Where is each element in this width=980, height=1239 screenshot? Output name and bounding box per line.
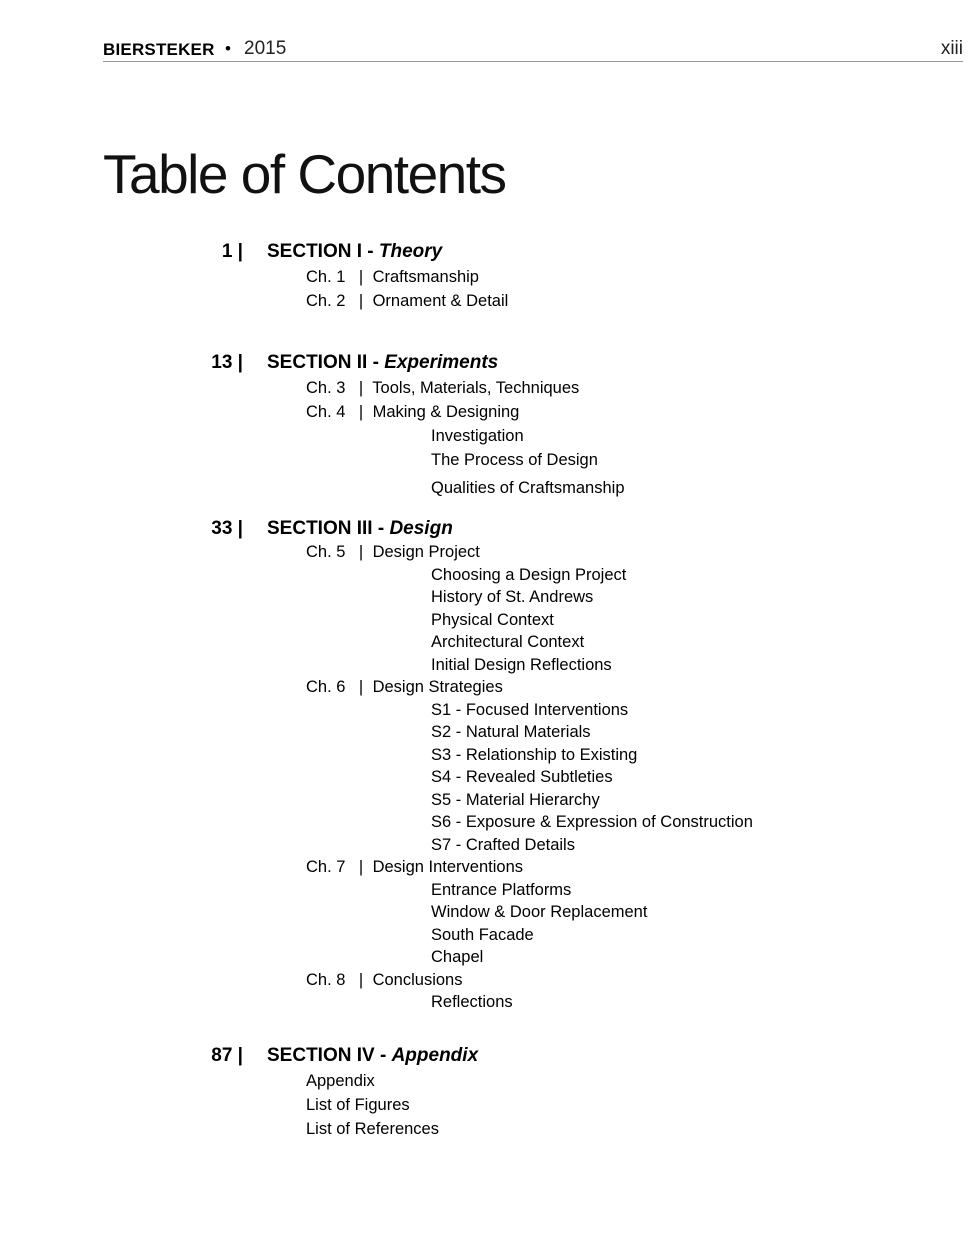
section-name: SECTION IV - [267,1045,392,1066]
chapter-entry [306,292,508,311]
subsection-entry: Architectural Context [431,633,585,651]
chapter-separator: | [358,268,364,286]
subsection-entry: S5 - Material Hierarchy [431,791,600,809]
subsection-entry: History of St. Andrews [431,588,594,606]
subsection-entry: Window & Door Replacement [431,903,648,921]
chapter-label: Ch. 5 [306,543,346,561]
appendix-entry: Appendix [306,1072,375,1090]
section-name: SECTION III - [267,518,390,539]
subsection-entry: Qualities of Craftsmanship [431,479,625,497]
chapter-label: Ch. 4 [306,403,346,421]
section-name: SECTION II - [267,352,385,373]
chapter-entry [306,379,579,398]
section-subtitle: Appendix [391,1045,479,1066]
subsection-entry: S6 - Exposure & Expression of Construction [431,813,753,831]
section-subtitle: Experiments [384,352,499,373]
chapter-entry [306,678,503,697]
chapter-separator: | [358,971,364,989]
header-year: 2015 [244,38,287,59]
subsection-entry: Chapel [431,948,484,966]
section-subtitle: Theory [378,241,443,262]
subsection-entry: S7 - Crafted Details [431,836,575,854]
section-page-number: 13 | [211,352,243,373]
chapter-title: Making & Designing [372,403,520,421]
page-title: Table of Contents [103,143,506,205]
chapter-entry [306,268,479,287]
subsection-entry: S4 - Revealed Subtleties [431,768,613,786]
chapter-title: Ornament & Detail [372,292,509,310]
subsection-entry: Reflections [431,993,513,1011]
subsection-entry: Choosing a Design Project [431,566,627,584]
section-name: SECTION I - [267,241,379,262]
header-bullet: • [225,39,231,58]
chapter-title: Design Strategies [372,678,503,696]
subsection-entry: S3 - Relationship to Existing [431,746,638,764]
section-page-number: 33 | [211,518,243,539]
section-heading [267,518,453,540]
chapter-title: Conclusions [372,971,463,989]
chapter-entry [306,971,462,990]
chapter-entry [306,858,523,877]
section-heading [267,352,498,374]
subsection-entry: S1 - Focused Interventions [431,701,629,719]
chapter-separator: | [358,403,364,421]
chapter-separator: | [358,678,364,696]
chapter-label: Ch. 8 [306,971,346,989]
chapter-title: Design Interventions [372,858,524,876]
subsection-entry: Investigation [431,427,524,445]
chapter-entry [306,543,480,562]
running-header [103,38,963,62]
chapter-label: Ch. 1 [306,268,346,286]
subsection-entry: S2 - Natural Materials [431,723,591,741]
section-page-number: 1 | [221,241,243,262]
chapter-separator: | [358,292,364,310]
appendix-entry: List of References [306,1120,439,1138]
chapter-separator: | [358,858,364,876]
appendix-entry: List of Figures [306,1096,410,1114]
chapter-title: Craftsmanship [372,268,479,286]
header-author: BIERSTEKER [103,40,215,59]
chapter-label: Ch. 3 [306,379,346,397]
chapter-entry [306,403,519,422]
section-page-number: 87 | [211,1045,243,1066]
chapter-separator: | [358,379,364,397]
chapter-title: Tools, Materials, Techniques [372,379,580,397]
chapter-separator: | [358,543,364,561]
subsection-entry: South Facade [431,926,534,944]
section-subtitle: Design [389,518,453,539]
chapter-label: Ch. 2 [306,292,346,310]
chapter-title: Design Project [372,543,480,561]
subsection-entry: Physical Context [431,611,554,629]
header-page-number: xiii [940,38,963,59]
chapter-label: Ch. 6 [306,678,346,696]
subsection-entry: The Process of Design [431,451,598,469]
chapter-label: Ch. 7 [306,858,346,876]
subsection-entry: Initial Design Reflections [431,656,612,674]
section-heading [267,1045,478,1067]
section-heading [267,241,442,263]
subsection-entry: Entrance Platforms [431,881,572,899]
